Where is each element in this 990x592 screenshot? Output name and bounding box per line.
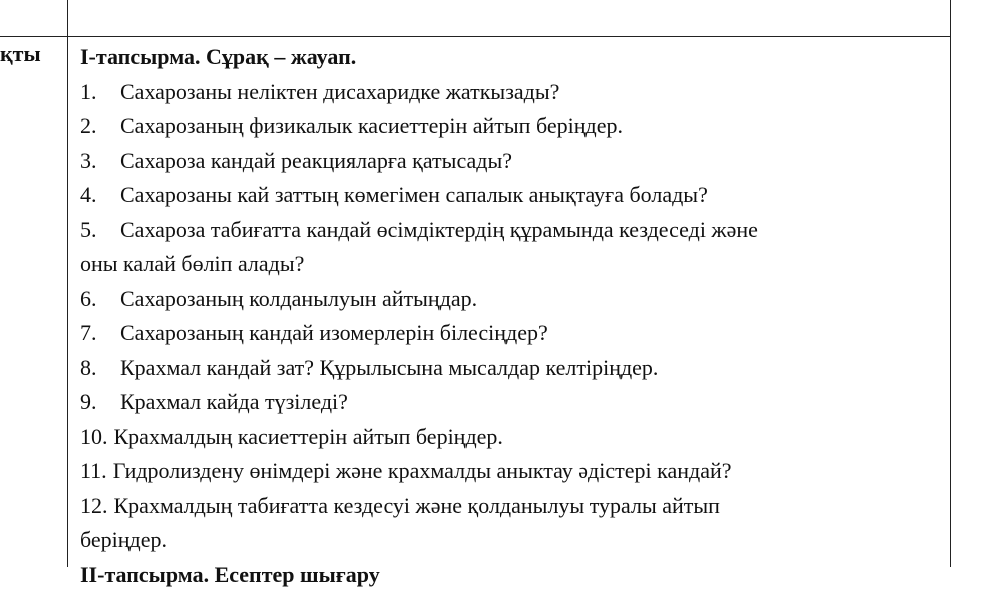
- question-number: 7.: [80, 316, 120, 351]
- question-number: 12.: [80, 489, 108, 524]
- question-text: Сахарозаны неліктен дисахаридке жаткызады?: [120, 79, 559, 104]
- question-item: [80, 109, 940, 144]
- question-number: 1.: [80, 75, 120, 110]
- question-text: Крахмал кандай зат? Құрылысына мысалдар келтіріңдер.: [120, 355, 658, 380]
- table-column-divider: [67, 0, 68, 567]
- question-text: Гидролиздену өнімдері және крахмалды аныктау әдістері кандай?: [113, 458, 732, 483]
- question-continuation: беріңдер.: [80, 523, 940, 558]
- question-item: [80, 316, 940, 351]
- question-number: 8.: [80, 351, 120, 386]
- next-task-title: ІІ-тапсырма. Есептер шығару: [80, 558, 940, 592]
- question-number: 3.: [80, 144, 120, 179]
- question-text: Крахмалдың табиғатта кездесуі және қолданылуы туралы айтып: [114, 493, 720, 518]
- question-text: Сахарозаның колданылуын айтыңдар.: [120, 286, 477, 311]
- question-item: [80, 144, 940, 179]
- question-item: [80, 282, 940, 317]
- task-content: [80, 40, 940, 592]
- question-text: Крахмалдың касиеттерін айтып беріңдер.: [114, 424, 503, 449]
- question-number: 11.: [80, 454, 107, 489]
- left-cell-label: қты: [0, 42, 41, 66]
- question-item: [80, 385, 940, 420]
- table-row-divider: [0, 36, 951, 37]
- task-title: І-тапсырма. Сұрақ – жауап.: [80, 40, 940, 75]
- question-item: [80, 213, 940, 248]
- question-continuation: оны калай бөліп алады?: [80, 247, 940, 282]
- question-number: 6.: [80, 282, 120, 317]
- question-text: Сахароза табиғатта кандай өсімдіктердің құрамында кездеседі және: [120, 217, 758, 242]
- table-right-border: [950, 0, 951, 567]
- question-text: Сахарозаны кай заттың көмегімен сапалык анықтауға болады?: [120, 182, 708, 207]
- question-text: Сахароза кандай реакцияларға қатысады?: [120, 148, 512, 173]
- question-number: 5.: [80, 213, 120, 248]
- question-item: [80, 351, 940, 386]
- question-item: [80, 420, 940, 455]
- question-item: [80, 454, 940, 489]
- question-number: 9.: [80, 385, 120, 420]
- question-text: Сахарозаның физикалык касиеттерін айтып беріңдер.: [120, 113, 623, 138]
- question-item: [80, 489, 940, 524]
- question-number: 2.: [80, 109, 120, 144]
- question-item: [80, 75, 940, 110]
- question-number: 4.: [80, 178, 120, 213]
- question-text: Крахмал кайда түзіледі?: [120, 389, 348, 414]
- question-number: 10.: [80, 420, 108, 455]
- question-text: Сахарозаның кандай изомерлерін білесіңдер?: [120, 320, 548, 345]
- question-item: [80, 178, 940, 213]
